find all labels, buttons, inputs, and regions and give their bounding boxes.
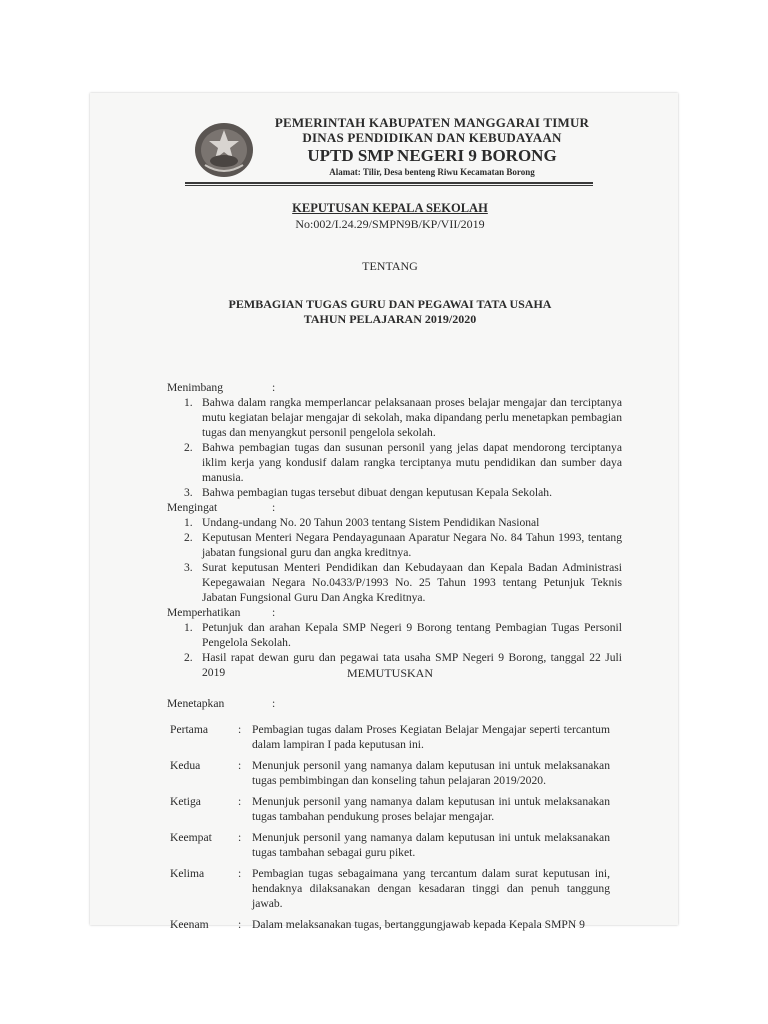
letterhead [272,115,592,179]
item-number: 2. [184,441,193,454]
menimbang-heading [167,380,622,395]
decision-label: Kedua [170,759,201,772]
list-item [184,440,622,485]
decree-subject-line1: PEMBAGIAN TUGAS GURU DAN PEGAWAI TATA USAHA [228,297,552,311]
item-number: 3. [184,561,193,574]
decision-row [170,866,610,911]
item-text: Bahwa pembagian tugas dan susunan personil yang jelas dapat mendorong terciptanya iklim kerja yang kondusif dalam rangka terciptanya mutu pendidikan dan sumber daya manusia. [202,441,622,484]
menetapkan-label: Menetapkan [167,697,225,710]
list-item [184,620,622,650]
decision-row [170,830,610,860]
decision-row [170,722,610,752]
letterhead-address: Alamat: Tilir, Desa benteng Riwu Kecamatan Borong [329,167,535,177]
letterhead-school: UPTD SMP NEGERI 9 BORONG [307,146,557,165]
letterhead-agency: DINAS PENDIDIKAN DAN KEBUDAYAAN [302,130,562,145]
decisions-block [170,722,610,938]
item-text: Surat keputusan Menteri Pendidikan dan Kebudayaan dan Kepala Badan Administrasi Kepegawaian Negara No.0433/P/1993 No. 25 Tahun 1993 tentang Petunjuk Teknis Jabatan Fungsional Guru Dan Angka Kreditnya. [202,561,622,604]
decision-label: Keenam [170,918,209,931]
item-number: 2. [184,531,193,544]
list-item [184,560,622,605]
decision-label: Pertama [170,723,208,736]
decision-text: Menunjuk personil yang namanya dalam keputusan ini untuk melaksanakan tugas pembimbingan dan konseling tahun pelajaran 2019/2020. [252,759,610,787]
decision-text: Dalam melaksanakan tugas, bertanggungjawab kepada Kepala SMPN 9 [252,918,585,931]
decision-colon: : [238,795,242,808]
list-item [184,395,622,440]
document-page [90,93,678,931]
tut-wuri-handayani-logo [193,121,255,179]
decision-row [170,758,610,788]
menetapkan-colon: : [272,697,276,710]
mengingat-label: Mengingat [167,501,218,514]
mengingat-heading [167,500,622,515]
menimbang-list [167,395,622,500]
decision-text: Pembagian tugas sebagaimana yang tercantum dalam surat keputusan ini, hendaknya dilaksanakan dengan kesadaran tinggi dan penuh tanggung jawab. [252,867,610,910]
decision-colon: : [238,759,242,772]
decision-colon: : [238,867,242,880]
decision-label: Ketiga [170,795,201,808]
decision-text: Menunjuk personil yang namanya dalam keputusan ini untuk melaksanakan tugas tambahan pendukung proses belajar mengajar. [252,795,610,823]
memutuskan-heading: MEMUTUSKAN [346,666,433,680]
item-number: 1. [184,396,193,409]
decision-colon: : [238,831,242,844]
item-text: Undang-undang No. 20 Tahun 2003 tentang Sistem Pendidikan Nasional [202,516,540,529]
decree-tentang: TENTANG [362,259,418,273]
menetapkan-heading [167,696,622,711]
decree-title: KEPUTUSAN KEPALA SEKOLAH [292,201,488,215]
item-number: 2. [184,651,193,664]
letterhead-rule [185,182,593,184]
menetapkan-heading-block [167,696,622,711]
item-text: Hasil rapat dewan guru dan pegawai tata usaha SMP Negeri 9 Borong, tanggal 22 Juli 2019 [202,651,622,679]
list-item [184,530,622,560]
item-number: 1. [184,621,193,634]
list-item [184,485,622,500]
memperhatikan-label: Memperhatikan [167,606,241,619]
item-number: 1. [184,516,193,529]
decision-label: Keempat [170,831,212,844]
item-text: Bahwa dalam rangka memperlancar pelaksanaan proses belajar mengajar dan terciptanya mutu kegiatan belajar mengajar di sekolah, maka dipandang perlu menetapkan pembagian tugas dan menyangkut personil pengelola sekolah. [202,396,622,439]
memperhatikan-heading [167,605,622,620]
decree-subject-line2: TAHUN PELAJARAN 2019/2020 [303,312,477,326]
list-item [184,515,622,530]
decision-text: Menunjuk personil yang namanya dalam keputusan ini untuk melaksanakan tugas tambahan sebagai guru piket. [252,831,610,859]
item-text: Bahwa pembagian tugas tersebut dibuat dengan keputusan Kepala Sekolah. [202,486,552,499]
decision-text: Pembagian tugas dalam Proses Kegiatan Belajar Mengajar seperti tercantum dalam lampiran I pada keputusan ini. [252,723,610,751]
menimbang-label: Menimbang [167,381,224,394]
menimbang-colon: : [272,381,276,394]
decree-number: No:002/I.24.29/SMPN9B/KP/VII/2019 [295,217,485,231]
memperhatikan-colon: : [272,606,276,619]
item-number: 3. [184,486,193,499]
item-text: Keputusan Menteri Negara Pendayagunaan Aparatur Negara No. 84 Tahun 1993, tentang jabatan fungsional guru dan angka kreditnya. [202,531,622,559]
letterhead-government: PEMERINTAH KABUPATEN MANGGARAI TIMUR [274,115,590,130]
considerations-block [167,380,622,680]
decision-label: Kelima [170,867,205,880]
decision-colon: : [238,723,242,736]
decision-colon: : [238,918,242,931]
decision-row [170,917,610,932]
item-text: Petunjuk dan arahan Kepala SMP Negeri 9 Borong tentang Pembagian Tugas Personil Pengelola Sekolah. [202,621,622,649]
mengingat-list [167,515,622,605]
decision-row [170,794,610,824]
mengingat-colon: : [272,501,276,514]
letterhead-rule-thin [185,185,593,186]
